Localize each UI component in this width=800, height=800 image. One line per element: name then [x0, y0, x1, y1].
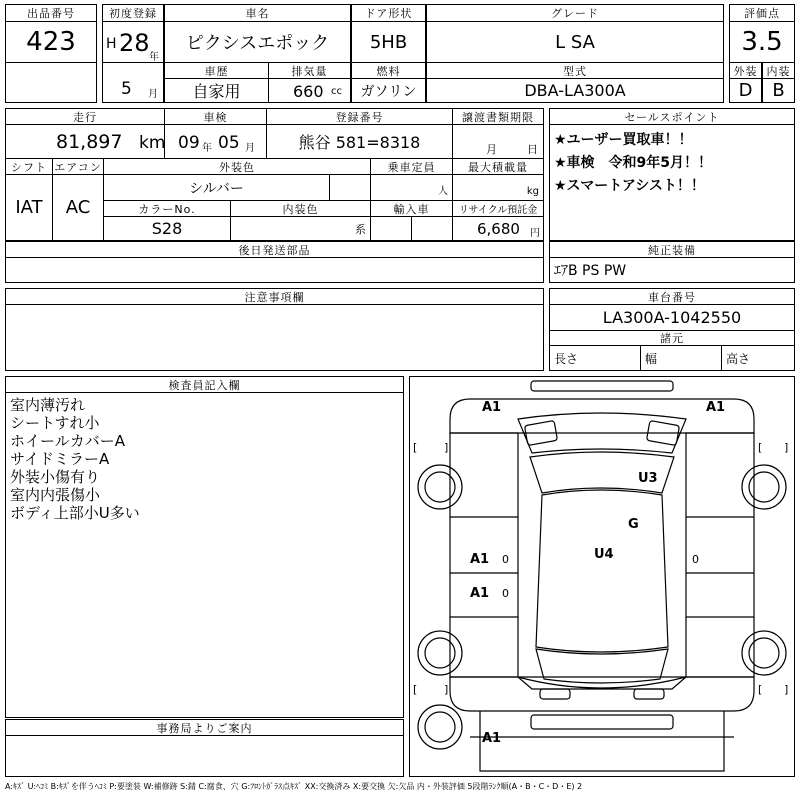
inspector-note-1: 室内薄汚れ — [10, 396, 86, 414]
ext-score: D — [729, 78, 762, 103]
mark-left-door-2b: 0 — [502, 587, 509, 600]
inspection: 09 年 05 月 — [164, 124, 267, 159]
mark-roof-g: G — [628, 517, 639, 532]
mark-left-door-2: A1 — [470, 586, 490, 601]
sales-point-2: ★車検 令和9年5月！！ — [554, 155, 713, 171]
specs-label: 諸元 — [549, 330, 795, 346]
mark-left-door-1: A1 — [470, 552, 490, 567]
mark-right-door-1: 0 — [692, 553, 699, 566]
interior-color: 系 — [230, 216, 371, 241]
mark-front-right: A1 — [706, 400, 726, 415]
lot-blank — [5, 62, 97, 103]
office-notes — [5, 735, 404, 777]
import-label: 輸入車 — [370, 200, 453, 217]
exterior-color-sub — [329, 174, 371, 201]
first-reg-year-value: 28 — [119, 29, 150, 57]
later-parts — [5, 257, 544, 283]
equipment: ｴｱB PS PW — [549, 257, 795, 283]
exterior-color-label: 外装色 — [103, 158, 371, 175]
plate-label: 登録番号 — [266, 108, 453, 125]
fuel-label: 燃料 — [351, 62, 426, 79]
legend: A:ｷｽﾞ U:ﾍｺﾐ B:ｷｽﾞを伴うﾍｺﾐ P:要塗装 W:補修跡 S:錆 C:腐食、穴 G:ﾌﾛﾝﾄｶﾞﾗｽ点ｷｽﾞ XX:交換済み X:要交換 欠:欠品 内・外装評価 5段階ﾗﾝｸ順(A・B・C・D・E) 2 — [5, 782, 583, 791]
later-parts-label: 後日発送部品 — [5, 241, 544, 258]
lot-number: 423 — [5, 21, 97, 63]
bracket-right-2: [ — [758, 683, 763, 696]
int-label: 内装 — [762, 62, 795, 79]
max-load-label: 最大積載量 — [452, 158, 544, 175]
fuel: ガソリン — [351, 78, 426, 103]
first-reg-year: H 28 年 — [102, 21, 164, 63]
notes-label: 注意事項欄 — [5, 288, 544, 305]
capacity-label: 乗車定員 — [370, 158, 453, 175]
bracket-left-2r: ] — [444, 683, 449, 696]
bracket-right-2r: ] — [784, 683, 789, 696]
first-reg-era: H — [106, 36, 117, 52]
mileage: 81,897 km — [5, 124, 165, 159]
mark-front-left: A1 — [482, 400, 502, 415]
inspector-note-6: 室内内張傷小 — [10, 486, 101, 504]
inspector-note-3: ホイールカバーA — [10, 432, 125, 450]
chassis-number: LA300A-1042550 — [549, 304, 795, 331]
aircon: AC — [52, 174, 104, 241]
history: 自家用 — [164, 78, 269, 103]
import-b — [411, 216, 453, 241]
model-label: 型式 — [426, 62, 724, 79]
color-no: S28 — [103, 216, 231, 241]
bracket-right-1: [ — [758, 441, 763, 454]
ext-label: 外装 — [729, 62, 762, 79]
mark-rear: A1 — [482, 731, 502, 746]
inspector-label: 検査員記入欄 — [5, 376, 404, 393]
notes — [5, 304, 544, 371]
lot-label: 出品番号 — [5, 4, 97, 22]
bracket-left-1: [ — [413, 441, 418, 454]
bracket-left-1r: ] — [444, 441, 449, 454]
chassis-label: 車台番号 — [549, 288, 795, 305]
inspector-note-7: ボディ上部小U多い — [10, 504, 140, 522]
car-diagram-drawing — [410, 377, 794, 776]
inspection-label: 車検 — [164, 108, 267, 125]
sales-points-label: セールスポイント — [549, 108, 795, 125]
mark-left-door-1b: 0 — [502, 553, 509, 566]
displacement: 660 cc — [268, 78, 351, 103]
inspector-note-2: シートすれ小 — [10, 414, 100, 432]
spec-width: 幅 — [640, 345, 722, 371]
inspector-note-4: サイドミラーA — [10, 450, 110, 468]
transfer-label: 譲渡書類期限 — [452, 108, 544, 125]
shift-label: シフト — [5, 158, 53, 175]
office-label: 事務局よりご案内 — [5, 719, 404, 736]
int-score: B — [762, 78, 795, 103]
grade-label: グレード — [426, 4, 724, 22]
sales-point-1: ★ユーザー買取車！！ — [554, 132, 693, 148]
car-name: ピクシスエポック — [164, 21, 351, 63]
equipment-label: 純正装備 — [549, 241, 795, 258]
import-a — [370, 216, 412, 241]
mileage-label: 走行 — [5, 108, 165, 125]
exterior-color: シルバー — [103, 174, 330, 201]
door-type: 5HB — [351, 21, 426, 63]
sales-point-3: ★スマートアシスト！！ — [554, 178, 705, 194]
plate: 熊谷 581=8318 — [266, 124, 453, 159]
first-reg-label: 初度登録 — [102, 4, 164, 22]
score-label: 評価点 — [729, 4, 795, 22]
sales-points — [549, 124, 795, 241]
inspector-note-5: 外装小傷有り — [10, 468, 101, 486]
recycle: 6,680 円 — [452, 216, 544, 241]
inspector-notes — [5, 392, 404, 718]
interior-color-label: 内装色 — [230, 200, 371, 217]
mark-roof-u3: U3 — [638, 471, 658, 486]
spec-length: 長さ — [549, 345, 641, 371]
car-diagram — [409, 376, 795, 777]
aircon-label: エアコン — [52, 158, 104, 175]
history-label: 車歴 — [164, 62, 269, 79]
mark-roof-u4: U4 — [594, 547, 614, 562]
transfer: 月 日 — [452, 124, 544, 159]
bracket-left-2: [ — [413, 683, 418, 696]
shift: IAT — [5, 174, 53, 241]
max-load: kg — [452, 174, 544, 201]
door-label: ドア形状 — [351, 4, 426, 22]
color-no-label: カラーNo. — [103, 200, 231, 217]
grade: L SA — [426, 21, 724, 63]
car-name-label: 車名 — [164, 4, 351, 22]
score: 3.5 — [729, 21, 795, 63]
spec-height: 高さ — [721, 345, 795, 371]
model: DBA-LA300A — [426, 78, 724, 103]
bracket-right-1r: ] — [784, 441, 789, 454]
recycle-label: リサイクル預託金 — [452, 200, 544, 217]
displacement-label: 排気量 — [268, 62, 351, 79]
first-reg-month: 5 月 — [102, 62, 164, 103]
capacity: 人 — [370, 174, 453, 201]
